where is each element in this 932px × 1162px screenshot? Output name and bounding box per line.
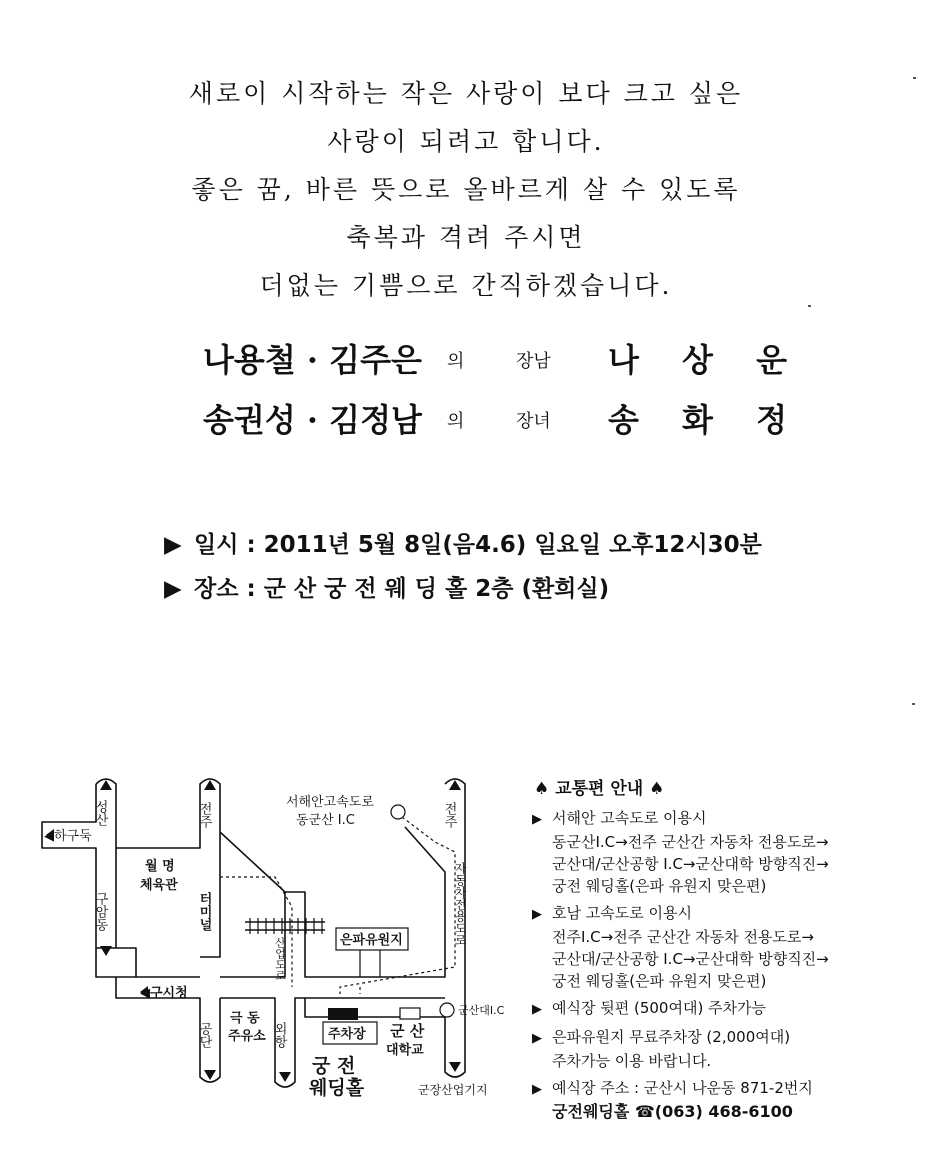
map-label-jeonju-left: 전주: [196, 802, 212, 828]
map-label-oehang: 외항: [271, 1022, 287, 1048]
play-arrow-icon: ▶: [532, 1002, 542, 1017]
event-info: [164, 523, 762, 611]
map-label-jeonju-right: 전주: [441, 802, 457, 828]
play-arrow-icon: ▶: [532, 812, 542, 827]
map-label-guam: 구암동: [92, 892, 108, 931]
groom-relation: 장남: [516, 351, 551, 372]
message-line: 좋은 꿈, 바른 뜻으로 올바르게 살 수 있도록: [191, 175, 741, 204]
map-label-gym: 체육관: [140, 878, 178, 893]
message-line: 사랑이 되려고 합니다.: [327, 127, 605, 156]
transport-section: [532, 1026, 927, 1072]
transport-guide: [532, 774, 927, 1128]
transport-line: 동군산I.C→전주 군산간 자동차 전용도로→: [552, 833, 829, 851]
map-label-jadongcha: 자동차전용도로: [453, 862, 467, 946]
transport-line: 군산대/군산공항 I.C→군산대학 방향직진→: [552, 950, 829, 968]
map-label-gukdong: 극 동: [230, 1011, 260, 1026]
transport-line: 은파유원지 무료주차장 (2,000여대): [552, 1028, 791, 1046]
transport-line: 궁전 웨딩홀(은파 유원지 맞은편): [552, 972, 767, 990]
map-label-gas-station: 주유소: [228, 1029, 266, 1044]
date-row: [164, 523, 762, 567]
map-label-univ-1: 군 산: [390, 1022, 425, 1040]
transport-section: [532, 997, 927, 1021]
play-arrow-icon: ▶: [164, 532, 182, 558]
map-label-terminal: 터미널: [196, 892, 212, 931]
play-arrow-icon: ▶: [532, 1031, 542, 1046]
transport-line: 예식장 주소 : 군산시 나운동 871-2번지: [552, 1079, 813, 1097]
map-label-palace-1: 궁 전: [312, 1055, 356, 1077]
groom-row: [0, 335, 932, 395]
invitation-message: [0, 70, 932, 310]
transport-line: 궁전 웨딩홀(은파 유원지 맞은편): [552, 877, 767, 895]
transport-line: 주차가능 이용 바랍니다.: [552, 1052, 712, 1070]
road-left: [42, 779, 220, 977]
map-label-seongsan: 성산: [92, 800, 108, 826]
location-map: [40, 772, 525, 1112]
bride-row: [0, 395, 932, 455]
bride-relation: 장녀: [516, 411, 551, 432]
transport-line: 군산대/군산공항 I.C→군산대학 방향직진→: [552, 855, 829, 873]
bride-of: 의: [447, 411, 465, 432]
map-label-gusicheong: ◀구시청: [140, 986, 188, 1001]
map-label-dong-gunsan-ic: 동군산 I.C: [296, 813, 355, 828]
bride-name: 송 화 정: [608, 401, 804, 439]
play-arrow-icon: ▶: [532, 1082, 542, 1097]
transport-line: 예식장 뒷편 (500여대) 주차가능: [552, 999, 767, 1017]
map-label-railway: 산업도로: [273, 937, 287, 981]
play-arrow-icon: ▶: [532, 907, 542, 922]
play-arrow-icon: ▶: [164, 576, 182, 602]
map-label-hagudok: ◀하구둑: [44, 829, 92, 844]
date-text: 일시 : 2011년 5월 8일(음4.6) 일요일 오후12시30분: [194, 532, 762, 558]
groom-parents: 나용철 · 김주은: [203, 341, 422, 379]
scan-speck: [912, 703, 915, 705]
map-label-gongdan: 공단: [196, 1022, 212, 1048]
scan-speck: [913, 77, 916, 79]
groom-of: 의: [447, 351, 465, 372]
transport-line: 호남 고속도로 이용시: [552, 904, 692, 922]
scan-speck: [808, 305, 811, 307]
transport-line: 서해안 고속도로 이용시: [552, 809, 707, 827]
transport-section: [532, 902, 927, 992]
map-label-industrial: 군장산업기지: [418, 1083, 488, 1097]
map-label-univ-2: 대학교: [386, 1043, 424, 1058]
transport-title: ♠ 교통편 안내 ♠: [534, 779, 665, 799]
transport-section: [532, 1077, 927, 1123]
map-label-expressway: 서해안고속도로: [286, 795, 374, 810]
map-label-parking: 주차장: [328, 1027, 366, 1042]
road-top-right: [220, 832, 285, 892]
bride-parents: 송권성 · 김정남: [203, 401, 422, 439]
map-label-palace-2: 웨딩홀: [309, 1077, 365, 1099]
groom-name: 나 상 운: [608, 341, 804, 379]
transport-line: 전주I.C→전주 군산간 자동차 전용도로→: [552, 928, 814, 946]
message-line: 더없는 기쁨으로 간직하겠습니다.: [259, 271, 673, 300]
map-label-wolmyeong: 월 명: [145, 859, 175, 874]
message-line: 축복과 격려 주시면: [346, 223, 586, 252]
transport-section: [532, 807, 927, 897]
map-label-eunpa: 은파유원지: [340, 933, 403, 948]
place-text: 장소 : 군 산 궁 전 웨 딩 홀 2층 (환희실): [194, 576, 610, 602]
map-label-gunsan-ic: 군산대I.C: [458, 1004, 505, 1017]
contact-phone: 궁전웨딩홀 ☎(063) 468-6100: [552, 1102, 793, 1121]
couple-names: [0, 335, 932, 455]
message-line: 새로이 시작하는 작은 사랑이 보다 크고 싶은: [188, 79, 744, 108]
place-row: [164, 567, 762, 611]
